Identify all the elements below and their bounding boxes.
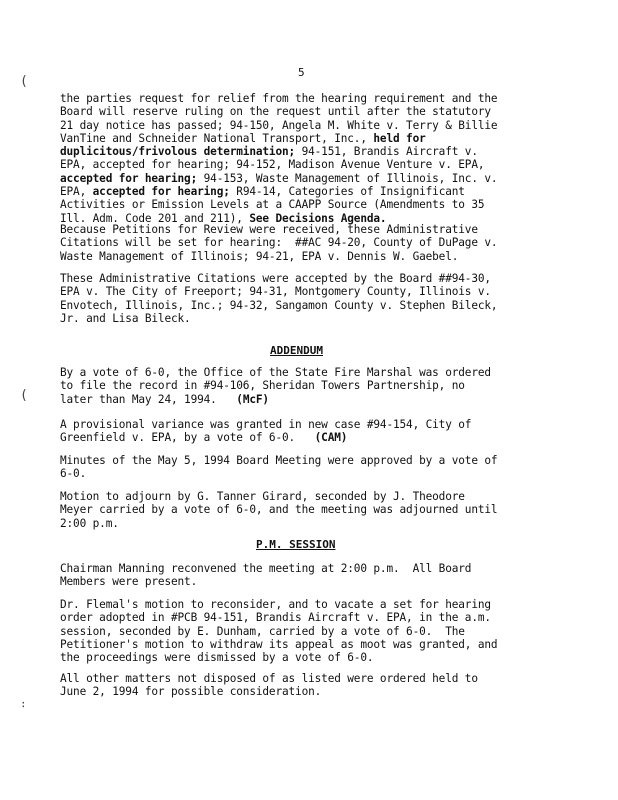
paragraph-petitions-for-review: Because Petitions for Review were received, these Administrative Citations will be set for hearing: ##AC 94-20, County of DuPage v. Waste Management of Illinois; 94-21, EPA v. Dennis W. Gaebel. [60, 223, 498, 263]
paragraph-reconvened: Chairman Manning reconvened the meeting at 2:00 p.m. All Board Members were present. [60, 562, 472, 589]
margin-mark-bottom: ∶ [20, 698, 27, 711]
margin-mark-middle: ( [20, 388, 28, 403]
paragraph-provisional-variance: A provisional variance was granted in new case #94-154, City of Greenfield v. EPA, by a vote of 6-0. (CAM) [60, 418, 472, 445]
paragraph-fire-marshal: By a vote of 6-0, the Office of the State Fire Marshal was ordered to file the record in #94-106, Sheridan Towers Partnership, no later than May 24, 1994. (McF) [60, 366, 491, 406]
paragraph-minutes: Minutes of the May 5, 1994 Board Meeting were approved by a vote of 6-0. [60, 454, 498, 481]
paragraph-administrative-citations: These Administrative Citations were accepted by the Board ##94-30, EPA v. The City of Freeport; 94-31, Montgomery County, Illinois v. Envotech, Illinois, Inc.; 94-32, Sangamon County v. Stephen Bileck, Jr. and Lisa Bileck. [60, 272, 498, 325]
paragraph-adjourn: Motion to adjourn by G. Tanner Girard, seconded by J. Theodore Meyer carried by a vote of 6-0, and the meeting was adjourned until 2:00 p.m. [60, 490, 498, 530]
paragraph-continued-actions: the parties request for relief from the hearing requirement and the Board will reserve ruling on the request until after the statutory 21 day notice has passed; 94-150, Angela M. White v. Terry & Billie VanTine and Schneider National Transport, Inc., held for duplicitous/frivolous determination; 94-151, Brandis Aircraft v. EPA, accepted for hearing; 94-152, Madison Avenue Venture v. EPA, accepted for hearing; 94-153, Waste Management of Illinois, Inc. v. EPA, accepted for hearing; R94-14, Categories of Insignificant Activities or Emission Levels at a CAAPP Source (Amendments to 35 Ill. Adm. Code 201 and 211), See Decisions Agenda. [60, 92, 498, 225]
addendum-heading: ADDENDUM [270, 344, 323, 357]
paragraph-reconsider-motion: Dr. Flemal's motion to reconsider, and to vacate a set for hearing order adopted in #PCB 94-151, Brandis Aircraft v. EPA, in the a.m. session, seconded by E. Dunham, carried by a vote of 6-0. The Petitioner's motion to withdraw its appeal as moot was granted, and the proceedings were dismissed by a vote of 6-0. [60, 598, 498, 665]
paragraph-other-matters: All other matters not disposed of as listed were ordered held to June 2, 1994 for possible consideration. [60, 672, 478, 699]
margin-mark-top: ( [20, 74, 28, 89]
page-number: 5 [298, 66, 305, 79]
pm-session-heading: P.M. SESSION [256, 538, 336, 551]
